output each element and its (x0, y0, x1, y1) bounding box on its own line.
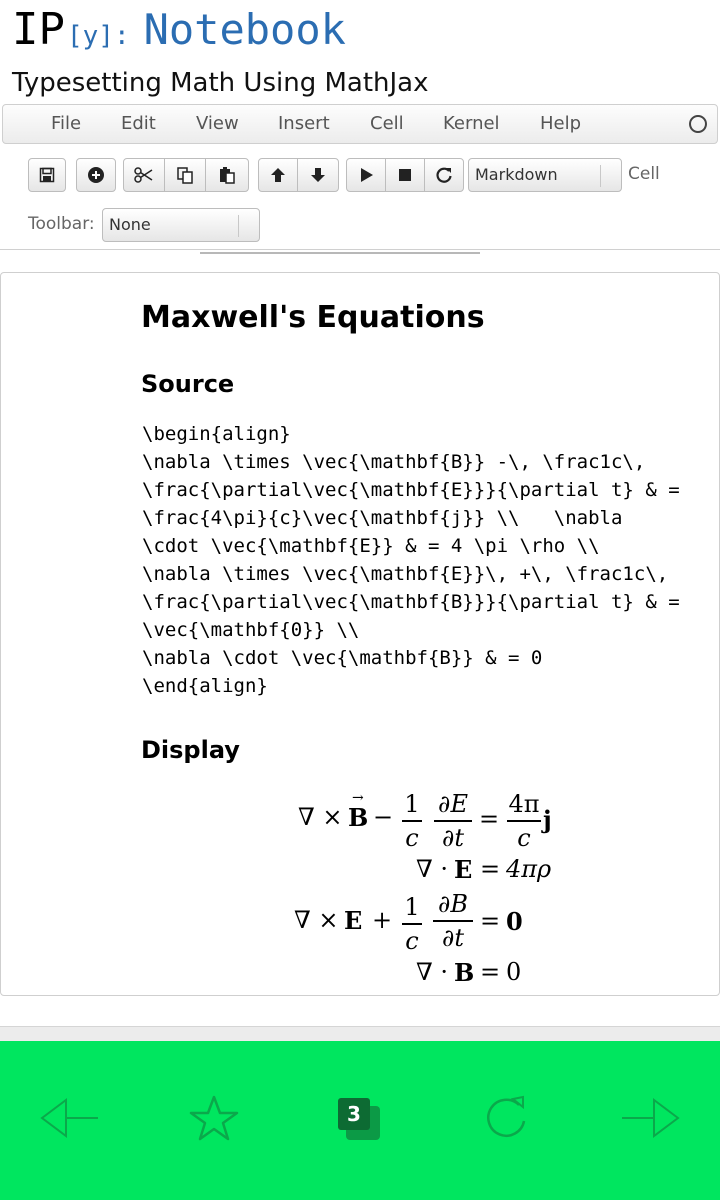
menu-edit[interactable]: Edit (121, 113, 156, 134)
vector-arrow-icon: → (352, 790, 364, 806)
cell-toolbar-select[interactable] (102, 208, 260, 242)
notebook-name[interactable]: Typesetting Math Using MathJax (12, 68, 429, 98)
eq1-frac-dE-dt (434, 790, 472, 852)
eq3-equals: = (480, 907, 501, 935)
move-down-button[interactable] (297, 158, 339, 192)
back-button[interactable] (40, 1088, 100, 1148)
bookmark-button[interactable] (184, 1088, 244, 1148)
star-icon (189, 1094, 239, 1142)
clipped-previous-cell (200, 250, 480, 256)
frac-bar (507, 820, 541, 822)
source-line: \begin{align} (142, 423, 291, 445)
eq4-B: B (454, 958, 475, 987)
source-line: \frac{\partial\vec{\mathbf{E}}}{\partial t} & = (142, 479, 680, 501)
source-heading: Source (141, 370, 235, 398)
ipython-logo[interactable] (12, 4, 346, 56)
copy-button[interactable] (164, 158, 206, 192)
menu-help[interactable]: Help (540, 113, 582, 134)
source-line: \vec{\mathbf{0}} \\ (142, 619, 360, 641)
menu-view[interactable]: View (196, 113, 239, 134)
source-line: \cdot \vec{\mathbf{E}} & = 4 \pi \rho \\ (142, 535, 600, 557)
cell-title: Maxwell's Equations (141, 300, 485, 335)
menu-file[interactable]: File (51, 113, 82, 134)
cell-type-value: Markdown (475, 165, 558, 184)
scissors-icon (134, 166, 154, 184)
forward-button[interactable] (620, 1088, 680, 1148)
arrow-down-icon (310, 166, 326, 184)
frac-numerator: ∂E (438, 790, 468, 818)
forward-arrow-icon (620, 1096, 680, 1140)
menu-insert[interactable]: Insert (278, 113, 330, 134)
eq1-j: j (543, 805, 552, 834)
back-arrow-icon (40, 1096, 100, 1140)
frac-bar (402, 820, 422, 822)
eq2-rhs: 4πρ (506, 855, 552, 883)
eq2-nabla-dot: ∇ · (416, 855, 449, 883)
cut-button[interactable] (123, 158, 165, 192)
reload-button[interactable] (476, 1088, 536, 1148)
select-divider (600, 165, 601, 187)
paste-icon (218, 166, 236, 184)
plus-circle-icon (87, 166, 105, 184)
toolbar-label: Toolbar: (28, 214, 95, 234)
eq1-B: B (348, 803, 369, 832)
eq4-nabla-dot: ∇ · (416, 958, 449, 986)
copy-icon (176, 166, 194, 184)
kernel-status-icon (689, 115, 707, 133)
eq3-frac-1-c (402, 893, 422, 955)
eq4-rhs: 0 (506, 958, 522, 986)
reload-icon (481, 1093, 531, 1143)
eq3-plus: + (372, 906, 393, 934)
source-line: \end{align} (142, 675, 268, 697)
frac-bar (433, 920, 473, 922)
restart-button[interactable] (424, 158, 464, 192)
source-line: \nabla \cdot \vec{\mathbf{B}} & = 0 (142, 647, 543, 669)
frac-denominator: c (517, 824, 531, 852)
cell-toolbar-label: Cell (628, 164, 660, 184)
frac-bar (402, 923, 422, 925)
cell-toolbar-value: None (109, 215, 151, 234)
eq3-nabla-cross: ∇ × (294, 906, 339, 934)
eq3-zero: 0 (506, 907, 523, 936)
logo-notebook-text: Notebook (143, 5, 346, 54)
menubar (2, 104, 718, 144)
frac-numerator: 1 (404, 893, 420, 921)
eq3-frac-dB-dt (433, 890, 473, 952)
frac-bar (434, 820, 472, 822)
move-up-button[interactable] (258, 158, 298, 192)
select-divider (238, 215, 239, 237)
eq1-frac-4pi-c (507, 790, 541, 852)
eq1-minus: − (373, 803, 394, 831)
logo-y-text: [y]: (66, 21, 130, 51)
menu-kernel[interactable]: Kernel (443, 113, 500, 134)
run-button[interactable] (346, 158, 386, 192)
frac-numerator: 1 (404, 790, 420, 818)
save-icon (39, 167, 55, 183)
frac-denominator: c (405, 927, 419, 955)
source-line: \frac{\partial\vec{\mathbf{B}}}{\partial t} & = (142, 591, 680, 613)
frac-numerator: ∂B (437, 890, 469, 918)
frac-denominator: c (405, 824, 419, 852)
frac-numerator: 4π (508, 790, 540, 818)
source-line: \nabla \times \vec{\mathbf{E}}\, +\, \frac1c\, (142, 563, 669, 585)
insert-cell-button[interactable] (76, 158, 116, 192)
interrupt-button[interactable] (385, 158, 425, 192)
menu-cell[interactable]: Cell (370, 113, 404, 134)
frac-denominator: ∂t (441, 924, 465, 952)
paste-button[interactable] (205, 158, 249, 192)
source-line: \nabla \times \vec{\mathbf{B}} -\, \frac1c\, (142, 451, 646, 473)
save-button[interactable] (28, 158, 66, 192)
eq2-E: E (454, 855, 473, 884)
frac-denominator: ∂t (441, 824, 465, 852)
tabs-button[interactable]: 3 (338, 1098, 370, 1130)
cell-type-select[interactable] (468, 158, 622, 192)
eq1-equals: = (479, 805, 500, 833)
restart-icon (435, 166, 453, 184)
source-line: \frac{4\pi}{c}\vec{\mathbf{j}} \\ \nabla (142, 507, 623, 529)
eq3-E: E (344, 906, 363, 935)
stop-icon (397, 167, 413, 183)
logo-ip-text: IP (12, 4, 65, 55)
arrow-up-icon (270, 166, 286, 184)
eq1-nabla-cross: ∇ × (298, 803, 343, 831)
eq1-frac-1-c (402, 790, 422, 852)
eq2-equals: = (480, 855, 501, 883)
display-heading: Display (141, 736, 240, 764)
source-code-block (142, 420, 680, 700)
eq4-equals: = (480, 958, 501, 986)
play-icon (358, 166, 374, 184)
